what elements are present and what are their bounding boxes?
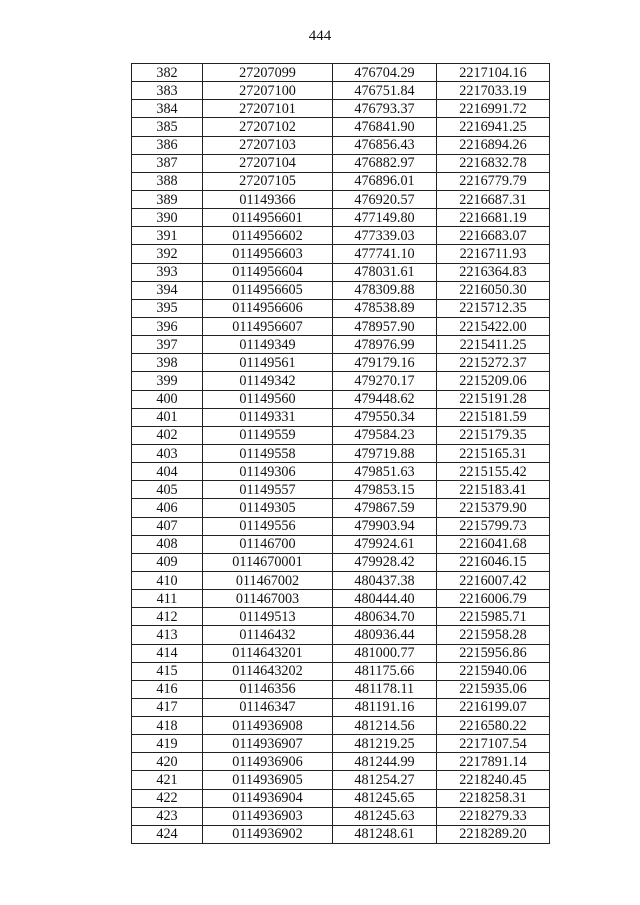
row-number-cell: 422 (132, 789, 203, 807)
y-coordinate-cell: 2215272.37 (437, 354, 550, 372)
x-coordinate-cell: 481248.61 (333, 825, 437, 843)
x-coordinate-cell: 479448.62 (333, 390, 437, 408)
y-coordinate-cell: 2216364.83 (437, 263, 550, 281)
x-coordinate-cell: 479719.88 (333, 444, 437, 462)
row-number-cell: 421 (132, 771, 203, 789)
table-row (132, 82, 550, 100)
y-coordinate-cell: 2215940.06 (437, 662, 550, 680)
y-coordinate-cell: 2215209.06 (437, 372, 550, 390)
x-coordinate-cell: 481219.25 (333, 735, 437, 753)
row-number-cell: 400 (132, 390, 203, 408)
x-coordinate-cell: 478538.89 (333, 299, 437, 317)
row-number-cell: 424 (132, 825, 203, 843)
table-row (132, 299, 550, 317)
point-id-cell: 0114936903 (203, 807, 333, 825)
y-coordinate-cell: 2216711.93 (437, 245, 550, 263)
table-row (132, 426, 550, 444)
x-coordinate-cell: 479928.42 (333, 553, 437, 571)
y-coordinate-cell: 2216991.72 (437, 100, 550, 118)
row-number-cell: 404 (132, 463, 203, 481)
table-row (132, 680, 550, 698)
y-coordinate-cell: 2218289.20 (437, 825, 550, 843)
row-number-cell: 406 (132, 499, 203, 517)
table-row (132, 698, 550, 716)
x-coordinate-cell: 476841.90 (333, 118, 437, 136)
row-number-cell: 397 (132, 336, 203, 354)
y-coordinate-cell: 2215799.73 (437, 517, 550, 535)
y-coordinate-cell: 2218240.45 (437, 771, 550, 789)
y-coordinate-cell: 2217107.54 (437, 735, 550, 753)
table-row (132, 227, 550, 245)
table-row (132, 100, 550, 118)
y-coordinate-cell: 2215712.35 (437, 299, 550, 317)
point-id-cell: 27207103 (203, 136, 333, 154)
table-body (132, 64, 550, 844)
y-coordinate-cell: 2215422.00 (437, 317, 550, 335)
y-coordinate-cell: 2216580.22 (437, 717, 550, 735)
row-number-cell: 420 (132, 753, 203, 771)
row-number-cell: 385 (132, 118, 203, 136)
point-id-cell: 01149556 (203, 517, 333, 535)
point-id-cell: 01149560 (203, 390, 333, 408)
table-row (132, 190, 550, 208)
x-coordinate-cell: 481000.77 (333, 644, 437, 662)
row-number-cell: 391 (132, 227, 203, 245)
table-row (132, 136, 550, 154)
x-coordinate-cell: 478309.88 (333, 281, 437, 299)
y-coordinate-cell: 2216199.07 (437, 698, 550, 716)
table-row (132, 771, 550, 789)
page-number: 444 (308, 28, 332, 44)
table-row (132, 209, 550, 227)
x-coordinate-cell: 481244.99 (333, 753, 437, 771)
x-coordinate-cell: 480437.38 (333, 571, 437, 589)
table-row (132, 263, 550, 281)
table-row (132, 735, 550, 753)
point-id-cell: 27207102 (203, 118, 333, 136)
x-coordinate-cell: 481245.63 (333, 807, 437, 825)
table-row (132, 807, 550, 825)
point-id-cell: 01146432 (203, 626, 333, 644)
row-number-cell: 408 (132, 535, 203, 553)
table-row (132, 717, 550, 735)
x-coordinate-cell: 481214.56 (333, 717, 437, 735)
y-coordinate-cell: 2216683.07 (437, 227, 550, 245)
x-coordinate-cell: 476882.97 (333, 154, 437, 172)
x-coordinate-cell: 476920.57 (333, 190, 437, 208)
point-id-cell: 27207099 (203, 64, 333, 82)
x-coordinate-cell: 479584.23 (333, 426, 437, 444)
y-coordinate-cell: 2216894.26 (437, 136, 550, 154)
row-number-cell: 410 (132, 571, 203, 589)
row-number-cell: 409 (132, 553, 203, 571)
x-coordinate-cell: 477149.80 (333, 209, 437, 227)
table-row (132, 390, 550, 408)
table-row (132, 372, 550, 390)
table-row (132, 408, 550, 426)
y-coordinate-cell: 2215956.86 (437, 644, 550, 662)
row-number-cell: 394 (132, 281, 203, 299)
table-row (132, 154, 550, 172)
table-row (132, 281, 550, 299)
table-row (132, 644, 550, 662)
row-number-cell: 416 (132, 680, 203, 698)
x-coordinate-cell: 481191.16 (333, 698, 437, 716)
x-coordinate-cell: 481178.11 (333, 680, 437, 698)
point-id-cell: 01149557 (203, 481, 333, 499)
row-number-cell: 393 (132, 263, 203, 281)
x-coordinate-cell: 477339.03 (333, 227, 437, 245)
y-coordinate-cell: 2216050.30 (437, 281, 550, 299)
point-id-cell: 01149513 (203, 608, 333, 626)
y-coordinate-cell: 2216832.78 (437, 154, 550, 172)
x-coordinate-cell: 479924.61 (333, 535, 437, 553)
x-coordinate-cell: 479270.17 (333, 372, 437, 390)
x-coordinate-cell: 480444.40 (333, 590, 437, 608)
row-number-cell: 405 (132, 481, 203, 499)
table-row (132, 753, 550, 771)
table-row (132, 481, 550, 499)
row-number-cell: 414 (132, 644, 203, 662)
x-coordinate-cell: 476896.01 (333, 172, 437, 190)
table-row (132, 317, 550, 335)
y-coordinate-cell: 2215179.35 (437, 426, 550, 444)
row-number-cell: 419 (132, 735, 203, 753)
row-number-cell: 407 (132, 517, 203, 535)
point-id-cell: 0114936907 (203, 735, 333, 753)
row-number-cell: 402 (132, 426, 203, 444)
point-id-cell: 27207104 (203, 154, 333, 172)
point-id-cell: 0114936905 (203, 771, 333, 789)
table-row (132, 172, 550, 190)
point-id-cell: 0114643202 (203, 662, 333, 680)
table-row (132, 626, 550, 644)
row-number-cell: 401 (132, 408, 203, 426)
point-id-cell: 0114956605 (203, 281, 333, 299)
row-number-cell: 423 (132, 807, 203, 825)
x-coordinate-cell: 480936.44 (333, 626, 437, 644)
y-coordinate-cell: 2216006.79 (437, 590, 550, 608)
row-number-cell: 386 (132, 136, 203, 154)
point-id-cell: 0114956604 (203, 263, 333, 281)
y-coordinate-cell: 2215183.41 (437, 481, 550, 499)
y-coordinate-cell: 2216046.15 (437, 553, 550, 571)
row-number-cell: 396 (132, 317, 203, 335)
point-id-cell: 01149342 (203, 372, 333, 390)
x-coordinate-cell: 479550.34 (333, 408, 437, 426)
table-row (132, 571, 550, 589)
point-id-cell: 01149305 (203, 499, 333, 517)
point-id-cell: 01149306 (203, 463, 333, 481)
y-coordinate-cell: 2215935.06 (437, 680, 550, 698)
point-id-cell: 01149331 (203, 408, 333, 426)
y-coordinate-cell: 2215958.28 (437, 626, 550, 644)
table-row (132, 354, 550, 372)
point-id-cell: 01149558 (203, 444, 333, 462)
y-coordinate-cell: 2215165.31 (437, 444, 550, 462)
x-coordinate-cell: 476793.37 (333, 100, 437, 118)
table-row (132, 499, 550, 517)
point-id-cell: 01149561 (203, 354, 333, 372)
point-id-cell: 0114936902 (203, 825, 333, 843)
table-row (132, 444, 550, 462)
point-id-cell: 27207101 (203, 100, 333, 118)
row-number-cell: 399 (132, 372, 203, 390)
row-number-cell: 415 (132, 662, 203, 680)
point-id-cell: 0114956607 (203, 317, 333, 335)
point-id-cell: 01146700 (203, 535, 333, 553)
x-coordinate-cell: 479867.59 (333, 499, 437, 517)
y-coordinate-cell: 2217033.19 (437, 82, 550, 100)
x-coordinate-cell: 478976.99 (333, 336, 437, 354)
x-coordinate-cell: 479179.16 (333, 354, 437, 372)
table-row (132, 64, 550, 82)
table-row (132, 590, 550, 608)
row-number-cell: 389 (132, 190, 203, 208)
row-number-cell: 398 (132, 354, 203, 372)
point-id-cell: 0114936908 (203, 717, 333, 735)
x-coordinate-cell: 476704.29 (333, 64, 437, 82)
row-number-cell: 382 (132, 64, 203, 82)
point-id-cell: 01149349 (203, 336, 333, 354)
y-coordinate-cell: 2216687.31 (437, 190, 550, 208)
x-coordinate-cell: 478957.90 (333, 317, 437, 335)
y-coordinate-cell: 2216041.68 (437, 535, 550, 553)
table-row (132, 245, 550, 263)
point-id-cell: 011467003 (203, 590, 333, 608)
y-coordinate-cell: 2215379.90 (437, 499, 550, 517)
point-id-cell: 0114670001 (203, 553, 333, 571)
x-coordinate-cell: 480634.70 (333, 608, 437, 626)
table-row (132, 535, 550, 553)
table-row (132, 118, 550, 136)
row-number-cell: 395 (132, 299, 203, 317)
point-id-cell: 01149559 (203, 426, 333, 444)
row-number-cell: 413 (132, 626, 203, 644)
point-id-cell: 0114936906 (203, 753, 333, 771)
row-number-cell: 392 (132, 245, 203, 263)
x-coordinate-cell: 476751.84 (333, 82, 437, 100)
point-id-cell: 0114936904 (203, 789, 333, 807)
y-coordinate-cell: 2216007.42 (437, 571, 550, 589)
y-coordinate-cell: 2216941.25 (437, 118, 550, 136)
y-coordinate-cell: 2218279.33 (437, 807, 550, 825)
point-id-cell: 01146356 (203, 680, 333, 698)
y-coordinate-cell: 2218258.31 (437, 789, 550, 807)
row-number-cell: 383 (132, 82, 203, 100)
y-coordinate-cell: 2215155.42 (437, 463, 550, 481)
point-id-cell: 01146347 (203, 698, 333, 716)
y-coordinate-cell: 2217891.14 (437, 753, 550, 771)
x-coordinate-cell: 477741.10 (333, 245, 437, 263)
point-id-cell: 01149366 (203, 190, 333, 208)
row-number-cell: 403 (132, 444, 203, 462)
table-row (132, 517, 550, 535)
y-coordinate-cell: 2215985.71 (437, 608, 550, 626)
point-id-cell: 0114956606 (203, 299, 333, 317)
x-coordinate-cell: 481245.65 (333, 789, 437, 807)
point-id-cell: 0114956602 (203, 227, 333, 245)
row-number-cell: 418 (132, 717, 203, 735)
x-coordinate-cell: 479851.63 (333, 463, 437, 481)
point-id-cell: 27207105 (203, 172, 333, 190)
y-coordinate-cell: 2217104.16 (437, 64, 550, 82)
point-id-cell: 0114956603 (203, 245, 333, 263)
table-row (132, 662, 550, 680)
point-id-cell: 27207100 (203, 82, 333, 100)
row-number-cell: 384 (132, 100, 203, 118)
y-coordinate-cell: 2215411.25 (437, 336, 550, 354)
row-number-cell: 412 (132, 608, 203, 626)
x-coordinate-cell: 479853.15 (333, 481, 437, 499)
table-row (132, 608, 550, 626)
row-number-cell: 387 (132, 154, 203, 172)
point-id-cell: 0114956601 (203, 209, 333, 227)
x-coordinate-cell: 479903.94 (333, 517, 437, 535)
row-number-cell: 388 (132, 172, 203, 190)
row-number-cell: 417 (132, 698, 203, 716)
table-row (132, 553, 550, 571)
table-row (132, 825, 550, 843)
coordinates-table (131, 63, 550, 844)
x-coordinate-cell: 481175.66 (333, 662, 437, 680)
y-coordinate-cell: 2215181.59 (437, 408, 550, 426)
table-row (132, 463, 550, 481)
row-number-cell: 390 (132, 209, 203, 227)
y-coordinate-cell: 2215191.28 (437, 390, 550, 408)
point-id-cell: 011467002 (203, 571, 333, 589)
y-coordinate-cell: 2216779.79 (437, 172, 550, 190)
x-coordinate-cell: 481254.27 (333, 771, 437, 789)
point-id-cell: 0114643201 (203, 644, 333, 662)
y-coordinate-cell: 2216681.19 (437, 209, 550, 227)
x-coordinate-cell: 476856.43 (333, 136, 437, 154)
table-row (132, 336, 550, 354)
table-row (132, 789, 550, 807)
row-number-cell: 411 (132, 590, 203, 608)
x-coordinate-cell: 478031.61 (333, 263, 437, 281)
